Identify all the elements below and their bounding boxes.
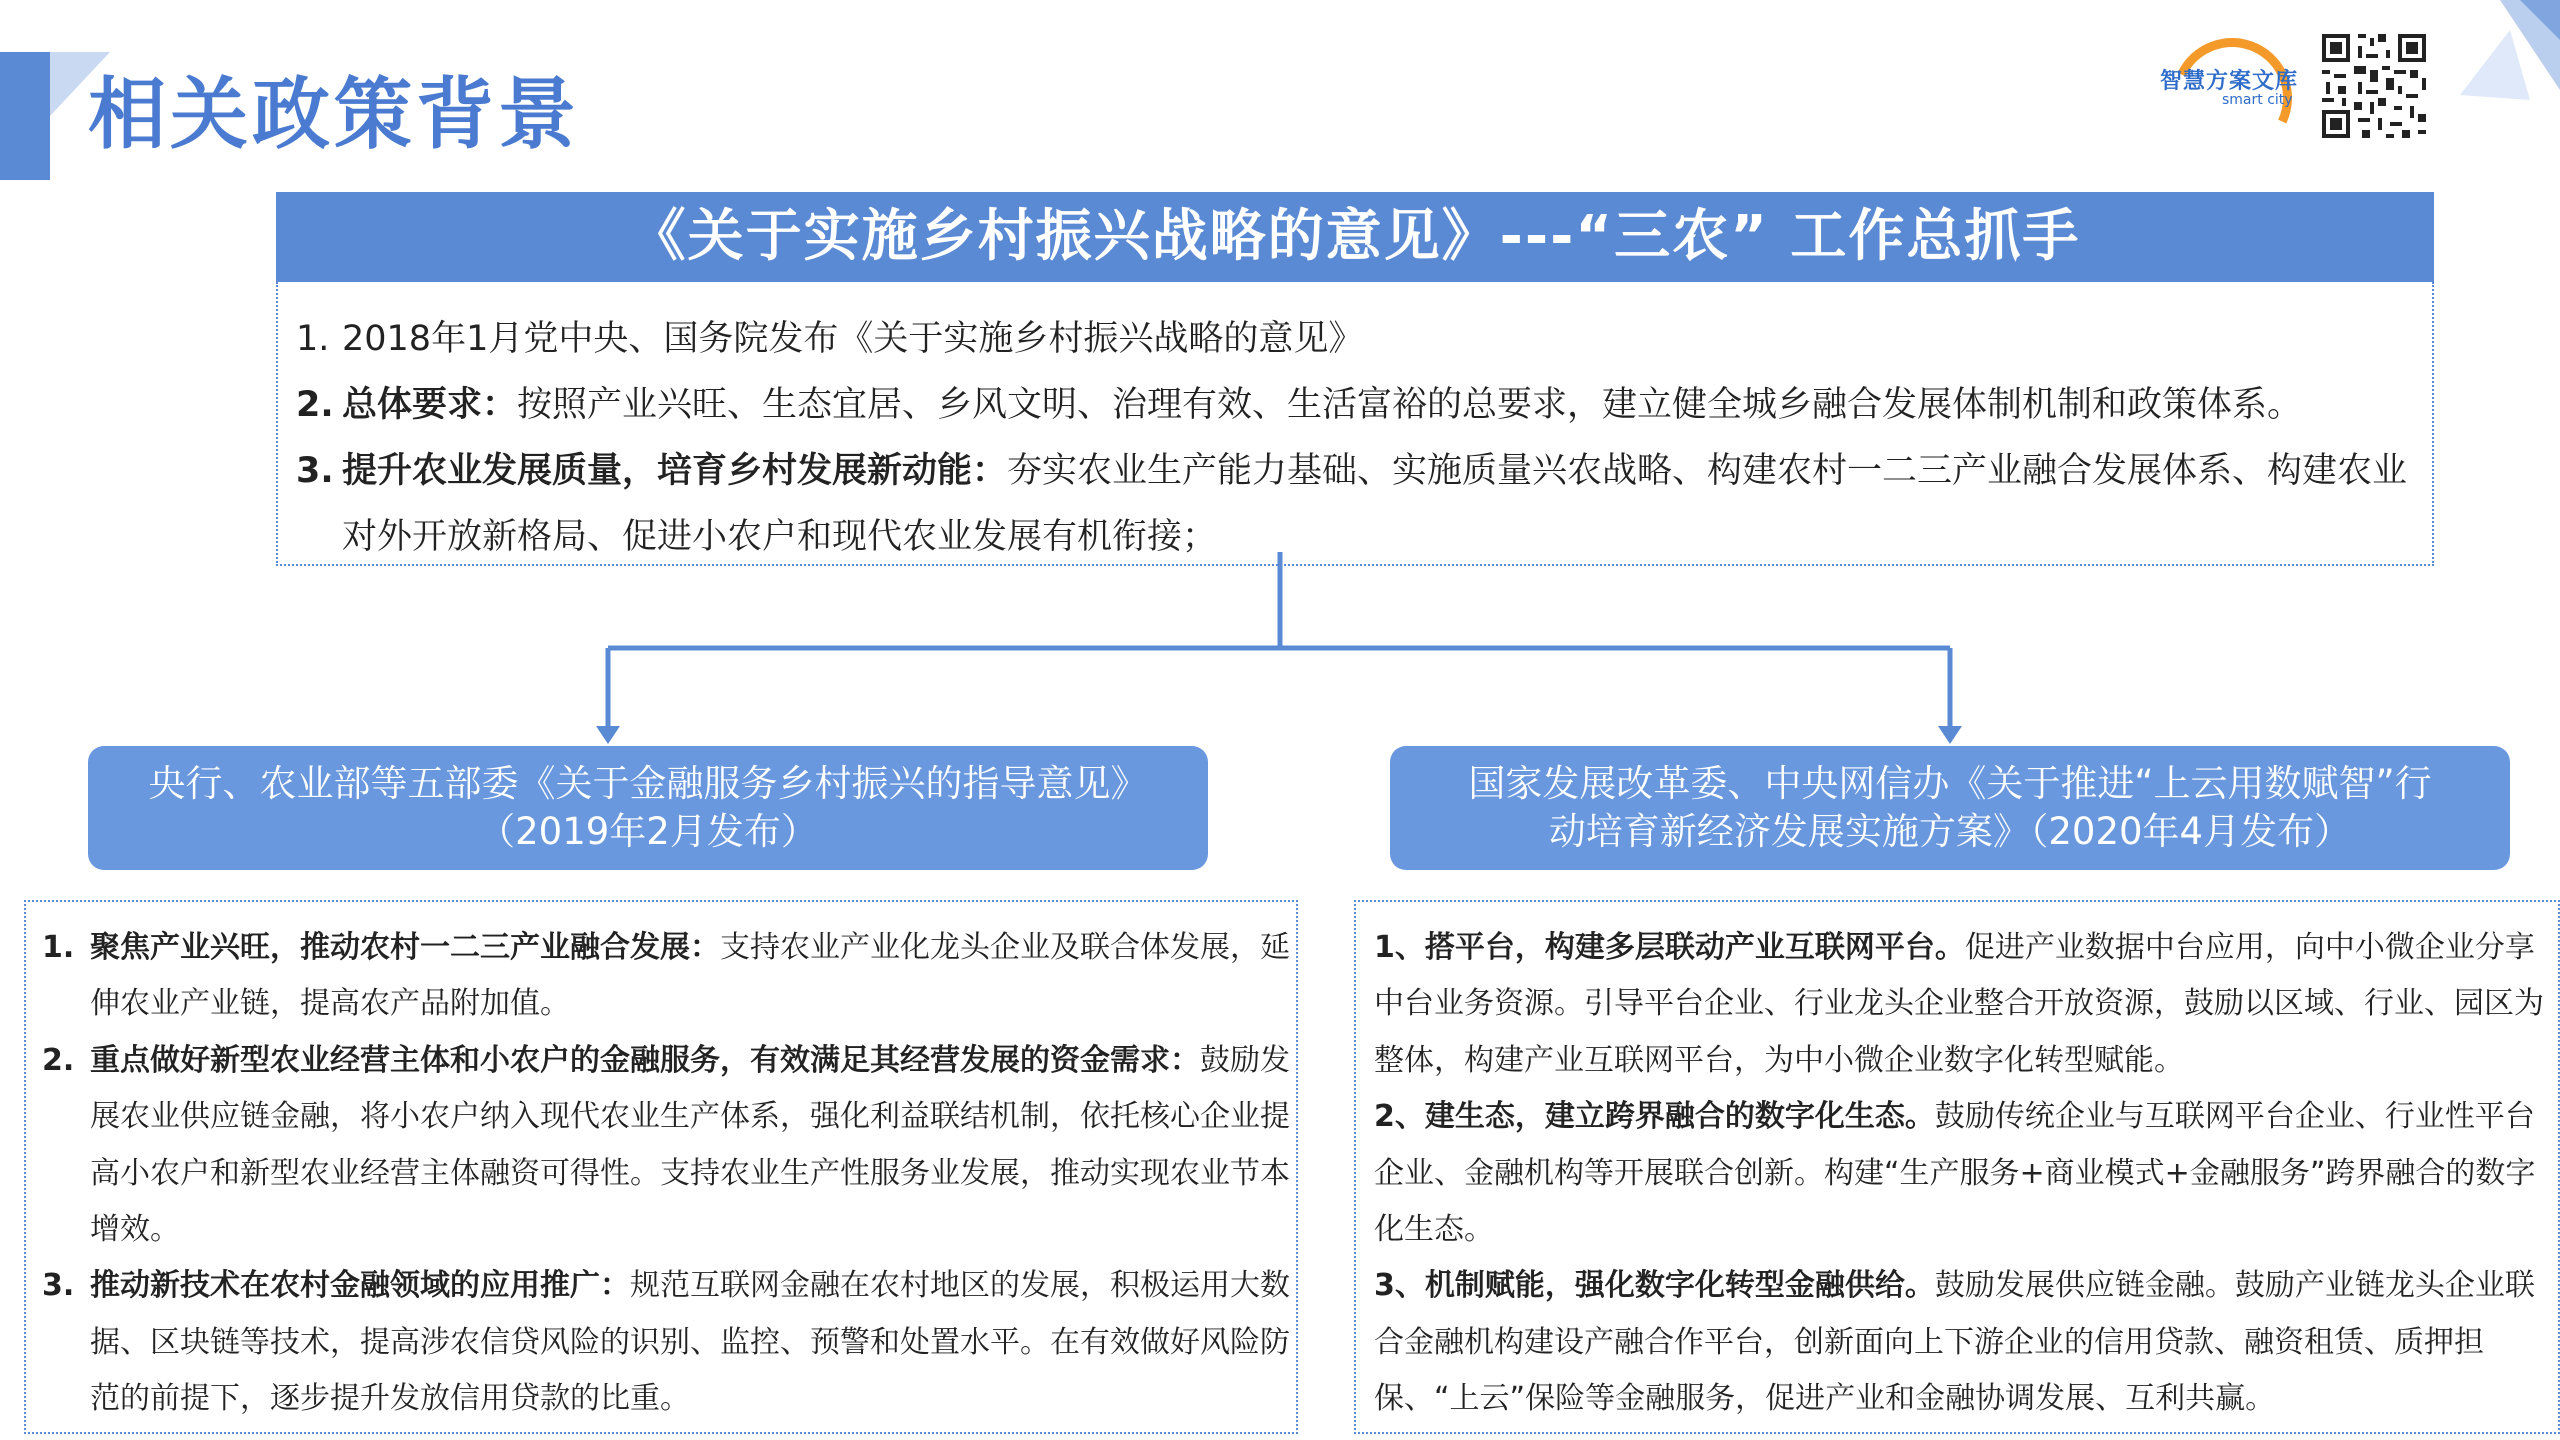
item-number: 2. — [296, 385, 334, 425]
right-policy-title-cont: 动培育新经济发展实施方案》（2020年4月发布） — [1548, 810, 2352, 853]
arrow-down-icon — [596, 726, 620, 744]
item-text: 夯实农业生产能力基础、实施质量兴农战略、构建农村一二三产业融合发展体系、构建农业对外开放新格局、促进小农户和现代农业发展有机衔接； — [342, 451, 2408, 557]
item-text: 支持农业产业化龙头企业及联合体发展，延伸农业产业链，提高农产品附加值。 — [90, 930, 1290, 1022]
right-policy-item — [1374, 1258, 2550, 1427]
item-heading: 3、机制赋能，强化数字化转型金融供给。 — [1374, 1268, 1935, 1304]
item-text: 鼓励传统企业与互联网平台企业、行业性平台企业、金融机构等开展联合创新。构建“生产服务+商业模式+金融服务”跨界融合的数字化生态。 — [1374, 1099, 2536, 1248]
main-policy-list — [296, 306, 2416, 570]
right-policy-header — [1390, 746, 2510, 870]
item-number: 3. — [42, 1268, 75, 1304]
left-policy-title: 央行、农业部等五部委《关于金融服务乡村振兴的指导意见》 — [148, 762, 1148, 805]
item-heading: 1、搭平台，构建多层联动产业互联网平台。 — [1374, 930, 1965, 965]
logo-subtitle: smart city — [2222, 92, 2293, 108]
corner-triangle-decoration — [2440, 0, 2560, 120]
item-text: 2018年1月党中央、国务院发布《关于实施乡村振兴战略的意见》 — [342, 319, 1364, 359]
left-policy-item — [42, 1033, 1292, 1259]
item-heading: 重点做好新型农业经营主体和小农户的金融服务，有效满足其经营发展的资金需求： — [90, 1042, 1200, 1078]
left-policy-list — [42, 920, 1292, 1428]
main-policy-title: 《关于实施乡村振兴战略的意见》---“三农” 工作总抓手 — [276, 192, 2434, 282]
item-number: 1. — [296, 319, 330, 359]
right-policy-list — [1374, 920, 2550, 1428]
item-number: 1. — [42, 930, 75, 965]
left-policy-item — [42, 920, 1292, 1033]
item-heading: 总体要求： — [342, 385, 518, 425]
item-heading: 聚焦产业兴旺，推动农村一二三产业融合发展： — [90, 930, 720, 965]
right-policy-item — [1374, 1089, 2550, 1258]
qr-code-icon — [2318, 30, 2430, 142]
item-text: 促进产业数据中台应用，向中小微企业分享中台业务资源。引导平台企业、行业龙头企业整合开放资源，鼓励以区域、行业、园区为整体，构建产业互联网平台，为中小微企业数字化转型赋能。 — [1374, 930, 2544, 1078]
right-policy-title: 国家发展改革委、中央网信办《关于推进“上云用数赋智”行 — [1468, 762, 2432, 805]
item-heading: 推动新技术在农村金融领域的应用推广： — [90, 1268, 630, 1304]
brand-logo — [2150, 30, 2300, 140]
logo-name: 智慧方案文库 — [2160, 69, 2299, 94]
item-text: 按照产业兴旺、生态宜居、乡风文明、治理有效、生活富裕的总要求，建立健全城乡融合发展体制机制和政策体系。 — [517, 385, 2303, 425]
left-policy-date: （2019年2月发布） — [478, 810, 818, 853]
main-policy-item — [296, 306, 2416, 372]
arrow-down-icon — [1938, 726, 1962, 744]
right-policy-item — [1374, 920, 2550, 1089]
item-heading: 2、建生态，建立跨界融合的数字化生态。 — [1374, 1099, 1935, 1135]
main-policy-item — [296, 372, 2416, 438]
item-number: 3. — [296, 451, 334, 491]
item-text: 鼓励发展供应链金融。鼓励产业链龙头企业联合金融机构建设产融合作平台，创新面向上下游企业的信用贷款、融资租赁、质押担保、“上云”保险等金融服务，促进产业和金融协调发展、互利共赢。 — [1374, 1268, 2535, 1417]
title-accent-bar — [0, 52, 50, 180]
left-policy-item — [42, 1258, 1292, 1427]
page-title: 相关政策背景 — [88, 70, 581, 160]
main-policy-item — [296, 438, 2416, 570]
item-heading: 提升农业发展质量，培育乡村发展新动能： — [342, 451, 1008, 491]
item-text: 鼓励发展农业供应链金融，将小农户纳入现代农业生产体系，强化利益联结机制，依托核心企业提高小农户和新型农业经营主体融资可得性。支持农业生产性服务业发展，推动实现农业节本增效。 — [90, 1042, 1290, 1248]
item-number: 2. — [42, 1042, 75, 1078]
left-policy-header — [88, 746, 1208, 870]
item-text: 规范互联网金融在农村地区的发展，积极运用大数据、区块链等技术，提高涉农信贷风险的识别、监控、预警和处置水平。在有效做好风险防范的前提下，逐步提升发放信用贷款的比重。 — [90, 1268, 1290, 1417]
